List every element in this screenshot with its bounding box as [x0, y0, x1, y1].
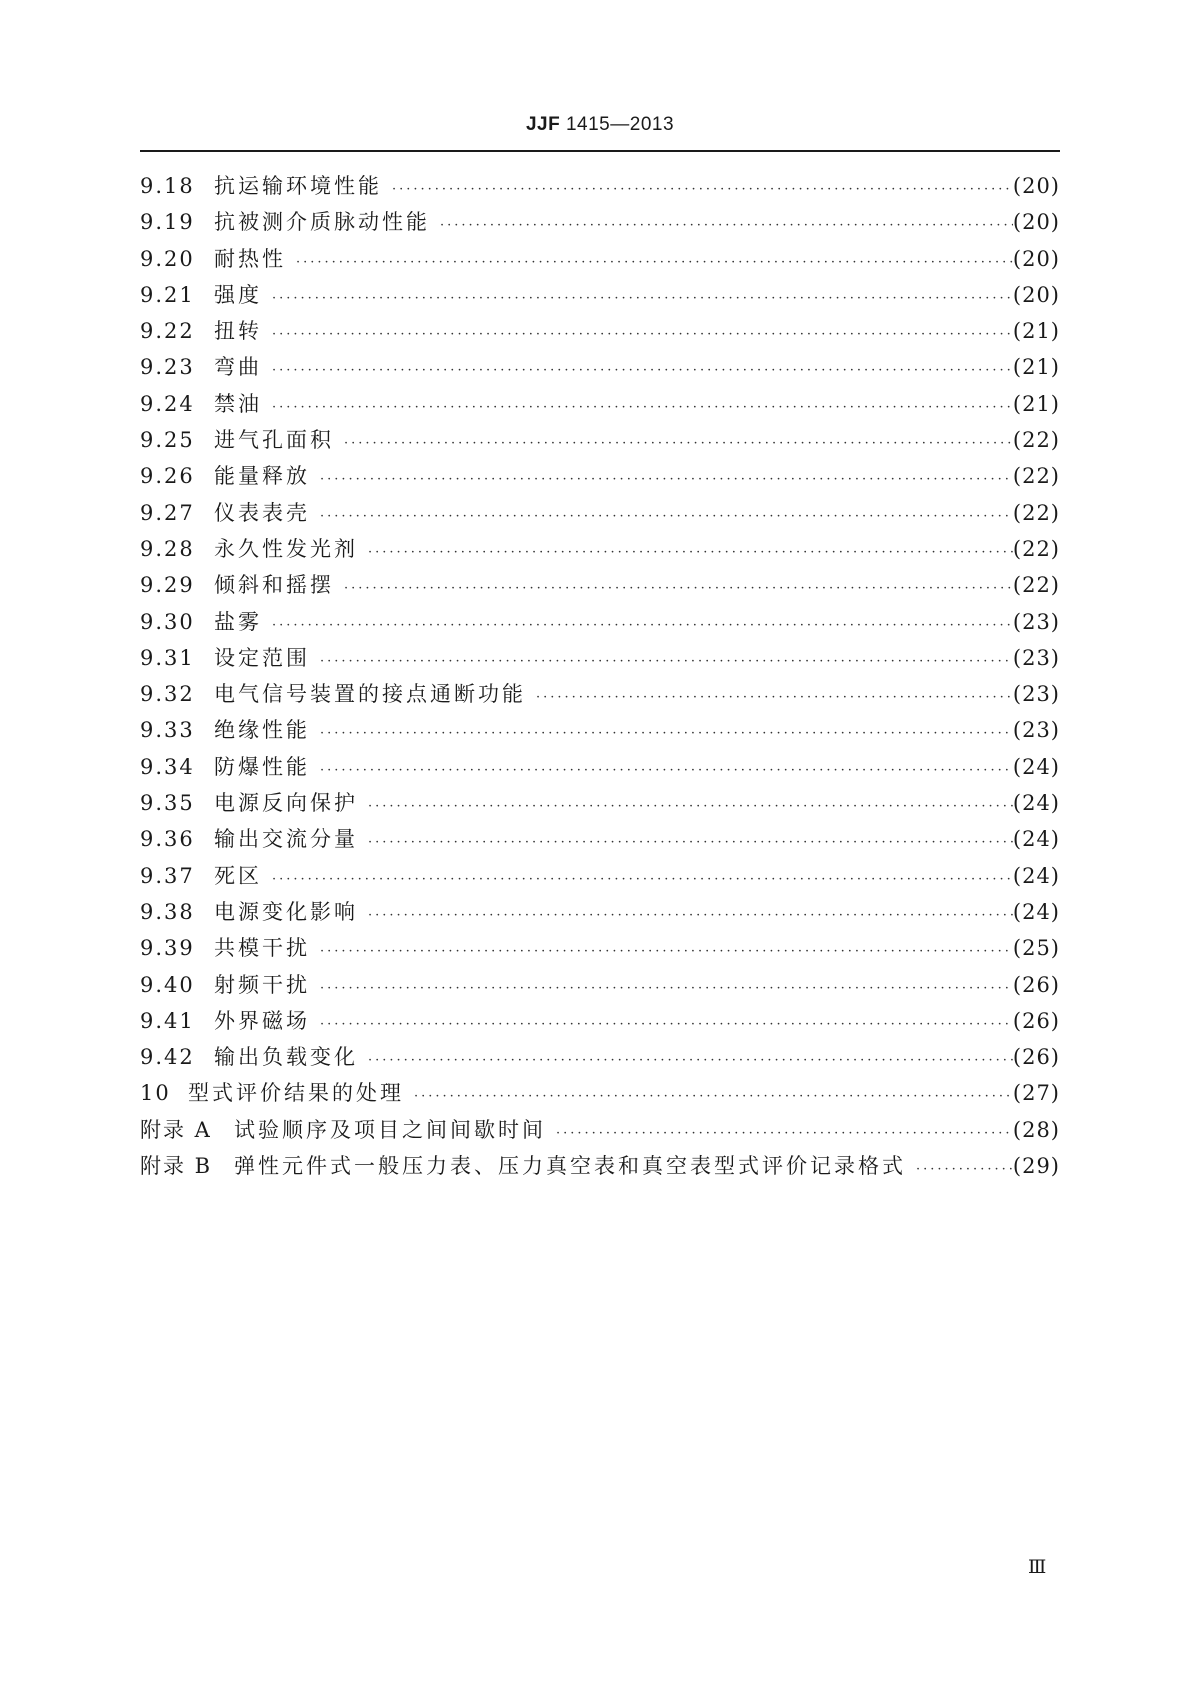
toc-entry-title: 扭转	[214, 319, 262, 344]
toc-entry-title: 倾斜和摇摆	[214, 573, 334, 598]
toc-entry-title: 能量释放	[214, 464, 310, 489]
toc-entry[interactable]	[140, 604, 1060, 640]
toc-entry-number: 9.20	[140, 246, 195, 271]
toc-entry-number: 9.27	[140, 500, 195, 525]
toc-entry-title: 共模干扰	[214, 936, 310, 961]
toc-entry-title: 禁油	[214, 391, 262, 416]
toc-entry[interactable]	[140, 1003, 1060, 1039]
toc-entry-title: 抗运输环境性能	[214, 174, 382, 198]
toc-entry-title: 永久性发光剂	[214, 536, 358, 561]
toc-dot-leader	[916, 1152, 1013, 1188]
toc-entry-title: 电源变化影响	[214, 899, 358, 924]
toc-entry-title: 弹性元件式一般压力表、压力真空表和真空表型式评价记录格式	[234, 1154, 906, 1179]
toc-entry-page: (28)	[1012, 1117, 1060, 1142]
toc-entry-page: (26)	[1012, 1008, 1060, 1033]
toc-entry-page: (26)	[1012, 1045, 1060, 1070]
toc-dot-leader	[392, 172, 1013, 208]
toc-dot-leader	[414, 1079, 1013, 1115]
toc-entry-number: 9.35	[140, 791, 195, 816]
toc-entry[interactable]	[140, 567, 1060, 603]
toc-entry-page: (20)	[1012, 210, 1060, 235]
toc-dot-leader	[272, 353, 1013, 389]
toc-entry-title: 绝缘性能	[214, 718, 310, 743]
toc-entry-number: 9.26	[140, 464, 195, 489]
header-rule	[140, 150, 1060, 152]
toc-entry-page: (20)	[1012, 246, 1060, 271]
toc-entry[interactable]	[140, 821, 1060, 857]
toc-entry-number: 9.38	[140, 899, 195, 924]
toc-entry-page: (24)	[1012, 827, 1060, 852]
toc-dot-leader	[272, 390, 1013, 426]
toc-entry-number: 9.18	[140, 174, 195, 198]
toc-entry-number: 9.19	[140, 210, 195, 235]
toc-entry-title: 防爆性能	[214, 754, 310, 779]
toc-entry-number: 9.37	[140, 863, 195, 888]
toc-dot-leader	[296, 245, 1013, 281]
toc-entry-title: 仪表表壳	[214, 500, 310, 525]
toc-entry-number: 附录 A	[140, 1117, 212, 1142]
toc-entry[interactable]	[140, 967, 1060, 1003]
toc-entry-title: 试验顺序及项目之间间歇时间	[234, 1117, 546, 1142]
toc-dot-leader	[320, 934, 1013, 970]
toc-entry-title: 抗被测介质脉动性能	[214, 210, 430, 235]
toc-entry[interactable]	[140, 1112, 1060, 1148]
toc-dot-leader	[272, 281, 1013, 317]
toc-entry-title: 输出负载变化	[214, 1045, 358, 1070]
toc-entry-page: (23)	[1012, 718, 1060, 743]
toc-entry-page: (24)	[1012, 791, 1060, 816]
toc-entry-page: (27)	[1012, 1081, 1060, 1106]
toc-dot-leader	[368, 1043, 1013, 1079]
toc-entry-page: (24)	[1012, 863, 1060, 888]
toc-entry[interactable]	[140, 749, 1060, 785]
toc-entry-title: 电气信号装置的接点通断功能	[214, 682, 526, 707]
toc-dot-leader	[320, 753, 1013, 789]
toc-entry-number: 9.33	[140, 718, 195, 743]
header-prefix: JJF	[525, 114, 561, 135]
toc-dot-leader	[368, 825, 1013, 861]
toc-entry-title: 盐雾	[214, 609, 262, 634]
toc-entry-number: 10	[140, 1081, 171, 1106]
toc-dot-leader	[320, 499, 1013, 535]
toc-dot-leader	[320, 971, 1013, 1007]
toc-entry-page: (23)	[1012, 609, 1060, 634]
toc-entry-page: (23)	[1012, 645, 1060, 670]
toc-entry-page: (22)	[1012, 500, 1060, 525]
toc-entry-title: 死区	[214, 863, 262, 888]
toc-dot-leader	[368, 535, 1013, 571]
toc-entry-title: 输出交流分量	[214, 827, 358, 852]
toc-entry-title: 电源反向保护	[214, 791, 358, 816]
toc-entry-number: 9.40	[140, 972, 195, 997]
toc-entry[interactable]	[140, 386, 1060, 422]
toc-entry[interactable]	[140, 313, 1060, 349]
toc-entry-number: 9.34	[140, 754, 195, 779]
toc-entry-page: (22)	[1012, 573, 1060, 598]
toc-entry-page: (22)	[1012, 536, 1060, 561]
toc-dot-leader	[368, 898, 1013, 934]
toc-entry-number: 9.42	[140, 1045, 195, 1070]
toc-dot-leader	[320, 644, 1013, 680]
page-number: Ⅲ	[1028, 1556, 1047, 1578]
header-code: 1415—2013	[560, 114, 675, 135]
toc-entry[interactable]	[140, 1148, 1060, 1184]
toc-dot-leader	[344, 571, 1013, 607]
toc-entry-title: 进气孔面积	[214, 428, 334, 453]
toc-entry[interactable]	[140, 712, 1060, 748]
toc-entry[interactable]	[140, 531, 1060, 567]
toc-entry-number: 9.31	[140, 645, 195, 670]
toc-entry-number: 9.25	[140, 428, 195, 453]
toc-entry-number: 9.28	[140, 536, 195, 561]
toc-entry-number: 9.22	[140, 319, 195, 344]
toc-dot-leader	[368, 789, 1013, 825]
toc-dot-leader	[272, 317, 1013, 353]
toc-dot-leader	[440, 208, 1013, 244]
toc-entry[interactable]	[140, 495, 1060, 531]
toc-entry-title: 耐热性	[214, 246, 286, 271]
toc-entry-page: (25)	[1012, 936, 1060, 961]
toc-entry-title: 射频干扰	[214, 972, 310, 997]
toc-entry-page: (29)	[1012, 1154, 1060, 1179]
toc-entry-number: 9.39	[140, 936, 195, 961]
toc-dot-leader	[272, 608, 1013, 644]
toc-entry-page: (23)	[1012, 682, 1060, 707]
toc-dot-leader	[556, 1116, 1013, 1152]
toc-entry-title: 设定范围	[214, 645, 310, 670]
toc-entry[interactable]	[140, 349, 1060, 385]
toc-entry-number: 9.21	[140, 282, 195, 307]
toc-entry-title: 型式评价结果的处理	[188, 1081, 404, 1106]
toc-dot-leader	[272, 862, 1013, 898]
toc-entry[interactable]	[140, 785, 1060, 821]
toc-dot-leader	[344, 426, 1013, 462]
toc-entry[interactable]	[140, 676, 1060, 712]
toc-entry-page: (21)	[1012, 355, 1060, 380]
toc-entry-number: 9.36	[140, 827, 195, 852]
toc-entry-page: (20)	[1012, 174, 1060, 198]
toc-entry-page: (26)	[1012, 972, 1060, 997]
toc-entry[interactable]	[140, 422, 1060, 458]
toc-entry[interactable]	[140, 204, 1060, 240]
toc-entry-title: 强度	[214, 282, 262, 307]
toc-entry[interactable]	[140, 894, 1060, 930]
toc-entry-page: (24)	[1012, 899, 1060, 924]
toc-entry[interactable]	[140, 640, 1060, 676]
table-of-contents	[140, 168, 1060, 1184]
toc-entry-number: 9.32	[140, 682, 195, 707]
toc-entry[interactable]	[140, 277, 1060, 313]
toc-entry-page: (21)	[1012, 319, 1060, 344]
toc-dot-leader	[320, 716, 1013, 752]
toc-entry-number: 9.23	[140, 355, 195, 380]
toc-entry[interactable]	[140, 241, 1060, 277]
toc-entry-page: (22)	[1012, 428, 1060, 453]
toc-entry-number: 9.29	[140, 573, 195, 598]
toc-entry-title: 弯曲	[214, 355, 262, 380]
toc-entry-page: (20)	[1012, 282, 1060, 307]
page-header	[140, 114, 1060, 136]
toc-dot-leader	[320, 462, 1013, 498]
toc-entry[interactable]	[140, 1039, 1060, 1075]
toc-entry[interactable]	[140, 168, 1060, 204]
toc-entry-page: (21)	[1012, 391, 1060, 416]
toc-dot-leader	[536, 680, 1013, 716]
toc-entry-title: 外界磁场	[214, 1008, 310, 1033]
toc-entry-page: (24)	[1012, 754, 1060, 779]
toc-entry[interactable]	[140, 930, 1060, 966]
toc-entry[interactable]	[140, 458, 1060, 494]
toc-entry-number: 9.30	[140, 609, 195, 634]
toc-entry[interactable]	[140, 1075, 1060, 1111]
toc-entry-page: (22)	[1012, 464, 1060, 489]
toc-entry-number: 9.24	[140, 391, 195, 416]
toc-entry[interactable]	[140, 858, 1060, 894]
toc-dot-leader	[320, 1007, 1013, 1043]
toc-entry-number: 附录 B	[140, 1154, 213, 1179]
toc-entry-number: 9.41	[140, 1008, 195, 1033]
